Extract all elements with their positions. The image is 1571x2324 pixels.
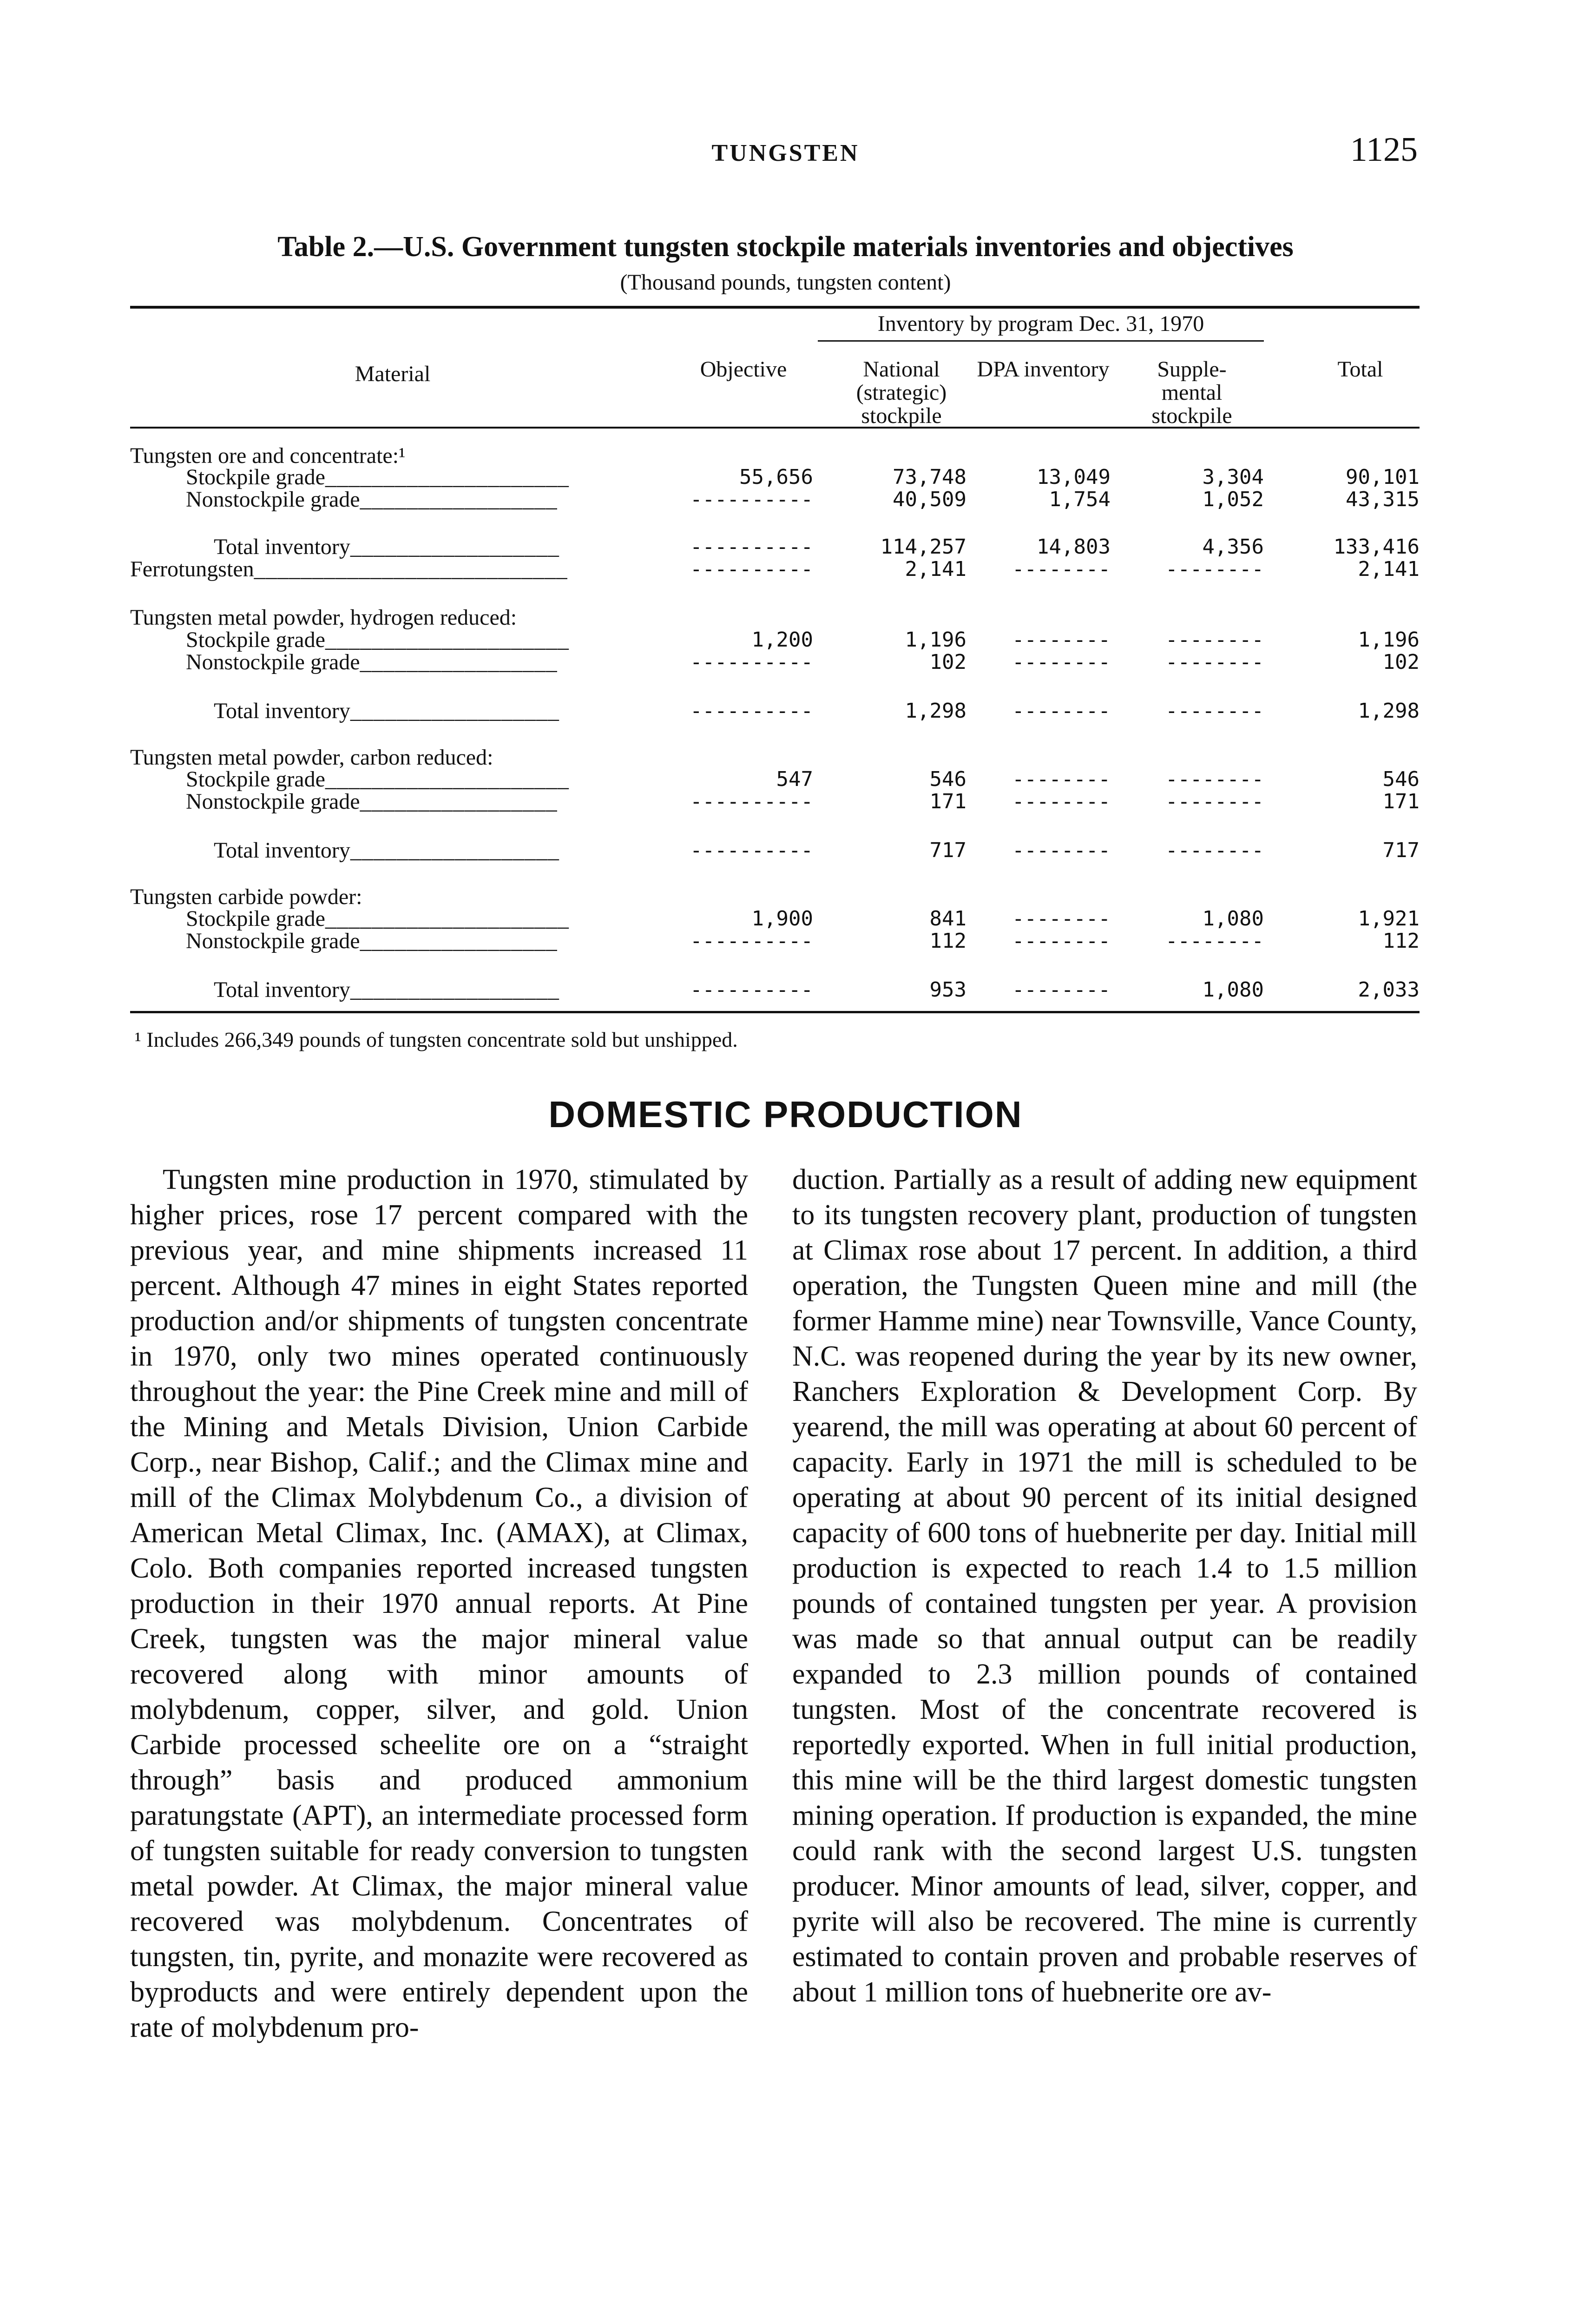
cell-supplemental: --------: [1165, 790, 1264, 813]
cell-dpa: --------: [1012, 628, 1111, 652]
group-heading: Tungsten metal powder, hydrogen reduced:: [130, 605, 517, 630]
cell-total: 102: [1382, 650, 1420, 674]
cell-objective: ----------: [690, 650, 813, 674]
col-header-objective: Objective: [700, 357, 787, 382]
group-heading: Tungsten ore and concentrate:¹: [130, 443, 406, 468]
cell-dpa: --------: [1012, 978, 1111, 1002]
cell-national: 2,141: [905, 557, 966, 581]
spanner-rule: [818, 340, 1264, 342]
cell-supplemental: 4,356: [1202, 535, 1264, 559]
cell-national: 1,298: [905, 699, 966, 723]
cell-dpa: --------: [1012, 699, 1111, 723]
cell-national: 546: [929, 767, 966, 791]
row-label: Stockpile grade_____________________: [186, 767, 569, 792]
cell-total: 43,315: [1346, 488, 1420, 511]
cell-total: 1,298: [1358, 699, 1420, 723]
col-header-supplemental: Supple-mental stockpile: [1151, 357, 1232, 428]
cell-total: 112: [1382, 929, 1420, 953]
body-text-left-column: Tungsten mine production in 1970, stimulated by higher prices, rose 17 percent compared with the previous year, and mine shipments increased 11 percent. Although 47 mines in eight States reported production and/or shipments of tungsten concentrate in 1970, only two mines operated continuously throughout the year: the Pine Creek mine and mill of the Mining and Metals Division, Union Carbide Corp., near Bishop, Calif.; and the Climax mine and mill of the Climax Molybdenum Co., a division of American Metal Climax, Inc. (AMAX), at Climax, Colo. Both companies reported increased tungsten production in their 1970 annual reports. At Pine Creek, tungsten was the major mineral value recovered along with minor amounts of molybdenum, copper, silver, and gold. Union Carbide processed scheelite ore on a “straight through” basis and produced ammonium paratungstate (APT), an intermediate processed form of tungsten suitable for ready conversion to tungsten metal powder. At Climax, the major mineral value recovered was molybdenum. Concentrates of tungsten, tin, pyrite, and monazite were recovered as byproducts and were entirely dependent upon the rate of molybdenum pro-: [130, 1164, 748, 2043]
cell-supplemental: 1,080: [1202, 907, 1264, 931]
cell-objective: ----------: [690, 488, 813, 511]
cell-objective: ----------: [690, 838, 813, 862]
cell-total: 1,196: [1358, 628, 1420, 652]
cell-national: 114,257: [880, 535, 966, 559]
cell-supplemental: --------: [1165, 767, 1264, 791]
cell-total: 1,921: [1358, 907, 1420, 931]
cell-total: 717: [1382, 838, 1420, 862]
row-label: Stockpile grade_____________________: [186, 906, 569, 931]
cell-objective: ----------: [690, 535, 813, 559]
row-label: Nonstockpile grade_________________: [186, 789, 558, 814]
table-footnote: ¹ Includes 266,349 pounds of tungsten concentrate sold but unshipped.: [135, 1028, 738, 1051]
table-top-rule: [130, 306, 1420, 309]
cell-national: 40,509: [893, 488, 966, 511]
total-row-label: Total inventory__________________: [214, 977, 559, 1002]
cell-dpa: 13,049: [1037, 465, 1111, 489]
cell-supplemental: 1,052: [1202, 488, 1264, 511]
row-label: Ferrotungsten___________________________: [130, 557, 568, 581]
cell-supplemental: --------: [1165, 628, 1264, 652]
cell-dpa: --------: [1012, 838, 1111, 862]
page-number: 1125: [1350, 131, 1418, 169]
table-bottom-rule: [130, 1011, 1420, 1013]
cell-dpa: --------: [1012, 650, 1111, 674]
cell-objective: ----------: [690, 790, 813, 813]
cell-national: 112: [929, 929, 966, 953]
total-row-label: Total inventory__________________: [214, 699, 559, 723]
cell-dpa: 1,754: [1049, 488, 1111, 511]
cell-total: 2,141: [1358, 557, 1420, 581]
cell-supplemental: --------: [1165, 838, 1264, 862]
cell-objective: 1,200: [751, 628, 813, 652]
group-heading: Tungsten metal powder, carbon reduced:: [130, 745, 493, 770]
cell-national: 841: [929, 907, 966, 931]
cell-supplemental: --------: [1165, 929, 1264, 953]
cell-objective: ----------: [690, 557, 813, 581]
cell-national: 73,748: [893, 465, 966, 489]
cell-national: 1,196: [905, 628, 966, 652]
cell-objective: 547: [776, 767, 813, 791]
cell-supplemental: --------: [1165, 650, 1264, 674]
total-row-label: Total inventory__________________: [214, 535, 559, 559]
spanner-header: Inventory by program Dec. 31, 1970: [877, 311, 1204, 336]
cell-dpa: --------: [1012, 929, 1111, 953]
cell-objective: ----------: [690, 929, 813, 953]
cell-total: 133,416: [1333, 535, 1420, 559]
cell-dpa: --------: [1012, 767, 1111, 791]
running-title: TUNGSTEN: [711, 140, 860, 166]
row-label: Nonstockpile grade_________________: [186, 487, 558, 512]
cell-national: 171: [929, 790, 966, 813]
col-header-total: Total: [1337, 357, 1383, 382]
table-caption: Table 2.—U.S. Government tungsten stockpile materials inventories and objectives: [277, 231, 1294, 263]
cell-total: 546: [1382, 767, 1420, 791]
cell-objective: ----------: [690, 978, 813, 1002]
row-label: Nonstockpile grade_________________: [186, 650, 558, 674]
cell-supplemental: --------: [1165, 699, 1264, 723]
cell-dpa: --------: [1012, 790, 1111, 813]
cell-national: 717: [929, 838, 966, 862]
cell-national: 102: [929, 650, 966, 674]
section-heading: DOMESTIC PRODUCTION: [548, 1094, 1023, 1135]
body-text-right-column: duction. Partially as a result of adding new equipment to its tungsten recovery plant, production of tungsten at Climax rose about 17 percent. In addition, a third operation, the Tungsten Queen mine and mill (the former Hamme mine) near Townsville, Vance County, N.C. was reopened during the year by its new owner, Ranchers Exploration & Development Corp. By yearend, the mill was operating at about 60 percent of capacity. Early in 1971 the mill is scheduled to be operating at about 90 percent of its initial designed capacity of 600 tons of huebnerite per day. Initial mill production is expected to reach 1.4 to 1.5 million pounds of contained tungsten per year. A provision was made so that annual output can be readily expanded to 2.3 million pounds of contained tungsten. Most of the concentrate recovered is reportedly exported. When in full initial production, this mine will be the third largest domestic tungsten mining operation. If production is expanded, the mine could rank with the second largest U.S. tungsten producer. Minor amounts of lead, silver, copper, and pyrite will also be recovered. The mine is currently estimated to contain proven and probable reserves of about 1 million tons of huebnerite ore av-: [792, 1164, 1417, 2008]
table-subcaption: (Thousand pounds, tungsten content): [620, 270, 951, 295]
cell-dpa: 14,803: [1037, 535, 1111, 559]
cell-dpa: --------: [1012, 557, 1111, 581]
col-header-dpa: DPA inventory: [977, 357, 1110, 382]
col-header-national: National (strategic) stockpile: [856, 357, 947, 428]
total-row-label: Total inventory__________________: [214, 838, 559, 863]
cell-supplemental: 1,080: [1202, 978, 1264, 1002]
cell-objective: 1,900: [751, 907, 813, 931]
cell-dpa: --------: [1012, 907, 1111, 931]
row-label: Nonstockpile grade_________________: [186, 929, 558, 953]
cell-objective: ----------: [690, 699, 813, 723]
cell-total: 90,101: [1346, 465, 1420, 489]
cell-supplemental: --------: [1165, 557, 1264, 581]
cell-total: 2,033: [1358, 978, 1420, 1002]
cell-supplemental: 3,304: [1202, 465, 1264, 489]
row-label: Stockpile grade_____________________: [186, 627, 569, 652]
cell-total: 171: [1382, 790, 1420, 813]
col-header-material: Material: [355, 362, 431, 386]
group-heading: Tungsten carbide powder:: [130, 885, 362, 909]
cell-national: 953: [929, 978, 966, 1002]
cell-objective: 55,656: [739, 465, 813, 489]
row-label: Stockpile grade_____________________: [186, 465, 569, 489]
